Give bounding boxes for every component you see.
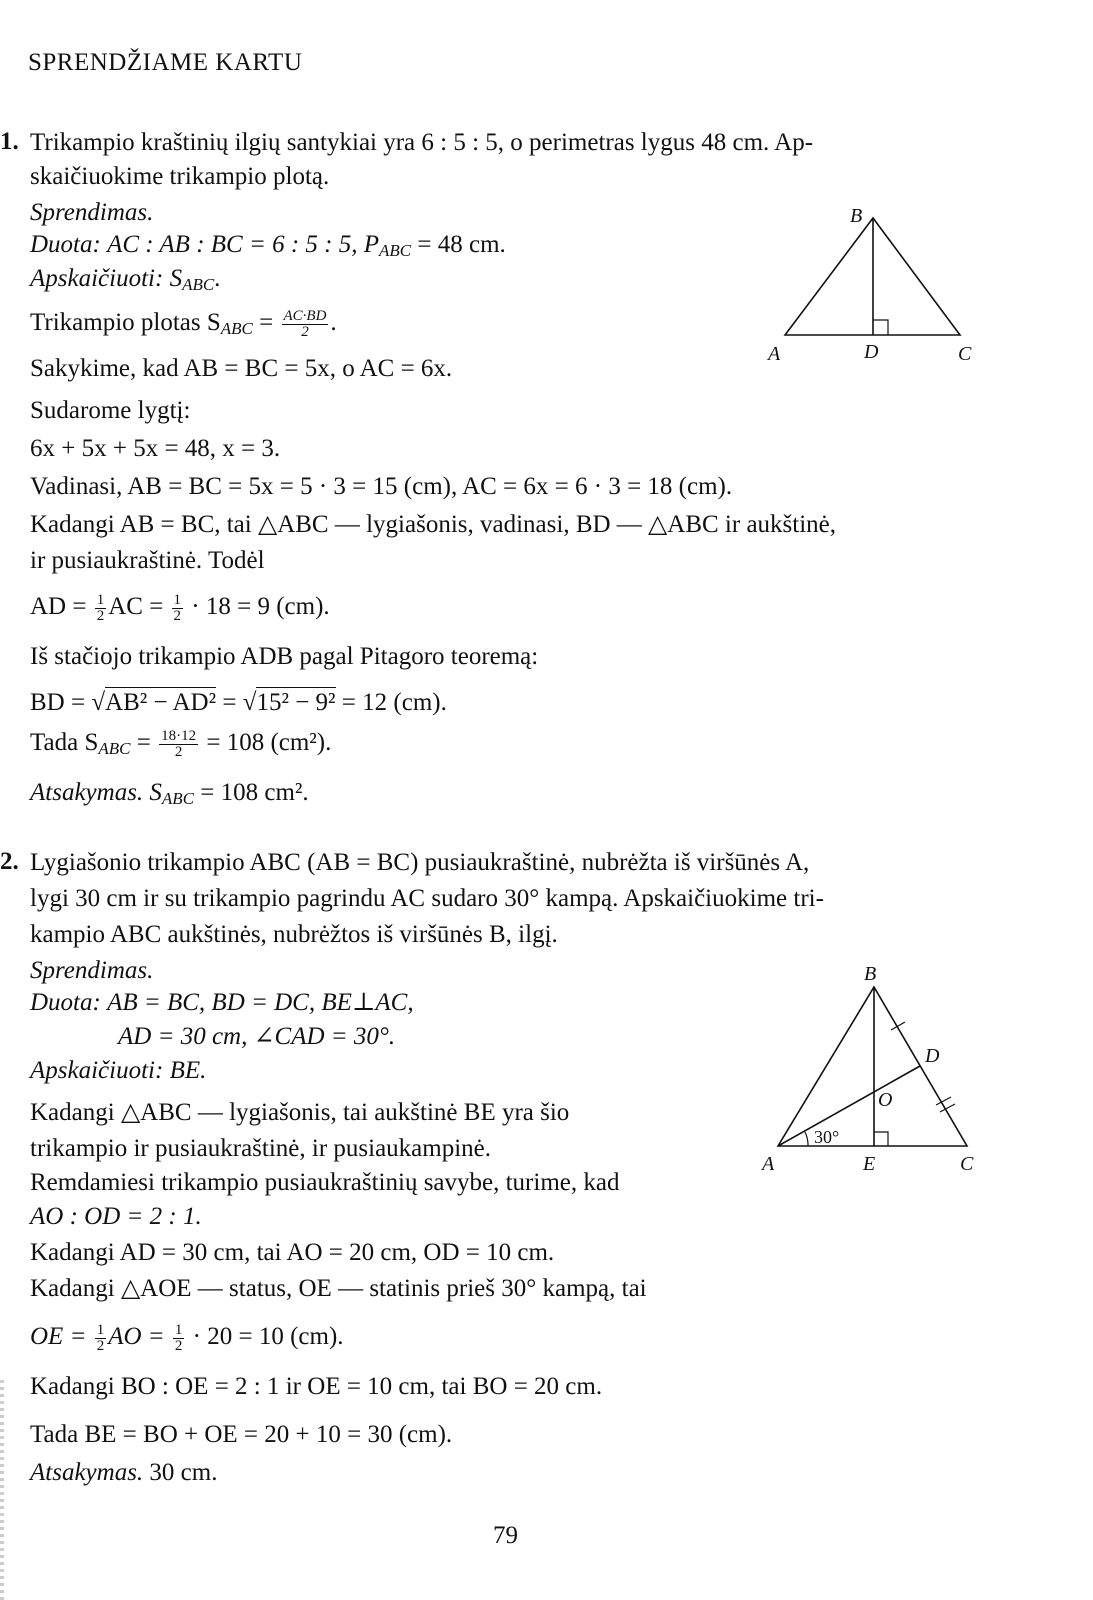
p2-given-line1: [30, 988, 414, 1018]
p1-equation-intro: Sudarome lygtį:: [30, 397, 191, 424]
p2-text3: Kadangi AD = 30 cm, tai AO = 20 cm, OD = 10 cm.: [30, 1239, 555, 1266]
p1-bd-mid: = √: [216, 689, 257, 716]
p2-oe-lhs: OE =: [30, 1323, 93, 1350]
p1-given: [30, 230, 506, 266]
p1-find-tail: .: [214, 265, 221, 292]
fig2-label-c: C: [960, 1153, 974, 1175]
p1-bd-rad2: 15² − 9²: [256, 689, 336, 716]
p1-then-num: 18·12: [161, 727, 197, 744]
page-number: 79: [493, 1522, 518, 1549]
p1-area-formula: [30, 308, 337, 344]
p2-text1-line2: trikampio ir pusiaukraštinė, ir pusiaukampinė.: [30, 1135, 492, 1162]
fig1-label-c: C: [958, 343, 972, 365]
angle-arc-30: [805, 1132, 808, 1146]
p2-find-value: BE.: [169, 1057, 207, 1084]
p1-then-den: 2: [174, 743, 183, 760]
p2-answer-value: 30 cm.: [143, 1459, 218, 1486]
p1-ad-frac2-num: 1: [173, 591, 182, 608]
p1-ad-frac2-den: 2: [173, 607, 182, 624]
p2-text2-line2: AO : OD = 2 : 1.: [30, 1203, 202, 1230]
scan-edge-artifact: [0, 1380, 4, 1600]
fig2-label-angle: 30°: [814, 1127, 840, 1147]
p1-ad-formula: [30, 592, 330, 624]
p1-answer-sub: ABC: [161, 789, 195, 808]
p1-bd-formula: [30, 688, 447, 718]
p2-oe-frac2-num: 1: [174, 1321, 183, 1338]
p1-ad-frac2: [172, 593, 184, 624]
median-ad: [778, 1066, 920, 1146]
p1-statement-line2: skaičiuokime trikampio plotą.: [30, 163, 330, 190]
p1-bd-lhs: BD = √: [30, 689, 106, 716]
p2-text2-line1: Remdamiesi trikampio pusiaukraštinių savybe, turime, kad: [30, 1169, 620, 1196]
p1-ad-tail: · 18 = 9 (cm).: [185, 593, 330, 620]
p1-then-text: Tada S: [30, 729, 99, 756]
p2-oe-frac: [95, 1323, 107, 1354]
p1-since-line1: Kadangi AB = BC, tai △ABC — lygiašonis, vadinasi, BD — △ABC ir aukštinė,: [30, 511, 837, 538]
p1-bd-rad1: AB² − AD²: [105, 689, 217, 716]
section-heading: SPRENDŽIAME KARTU: [28, 49, 303, 76]
p2-oe-mid: AO =: [108, 1323, 171, 1350]
p1-area-eq: =: [252, 309, 280, 336]
fig2-label-a: A: [762, 1153, 775, 1175]
p1-then: [30, 728, 331, 764]
p1-find: [30, 264, 220, 300]
figure-1-triangle: [760, 200, 980, 365]
p1-solution-label: Sprendimas.: [30, 199, 154, 226]
p2-given-text1: AB = BC, BD = DC, BE⊥AC,: [107, 989, 414, 1016]
p1-pyth-intro: Iš stačiojo trikampio ADB pagal Pitagoro teoremą:: [30, 643, 539, 670]
p2-text4: Kadangi △AOE — status, OE — statinis prieš 30° kampą, tai: [30, 1275, 647, 1302]
p1-answer-value: = 108 cm².: [194, 779, 309, 806]
p2-answer-label: Atsakymas.: [30, 1459, 144, 1486]
p1-let: Sakykime, kad AB = BC = 5x, o AC = 6x.: [30, 355, 453, 382]
p1-then-frac: [159, 729, 198, 760]
p2-oe-frac2: [173, 1323, 185, 1354]
p1-find-sym: S: [169, 265, 183, 292]
p1-given-tail: = 48 cm.: [411, 231, 506, 258]
p1-result: Vadinasi, AB = BC = 5x = 5 · 3 = 15 (cm), AC = 6x = 6 · 3 = 18 (cm).: [30, 473, 733, 500]
p1-then-tail: = 108 (cm²).: [200, 729, 332, 756]
p1-statement-line1: Trikampio kraštinių ilgių santykiai yra 6 : 5 : 5, o perimetras lygus 48 cm. Ap-: [30, 129, 814, 156]
p1-ad-lhs: AD =: [30, 593, 93, 620]
p2-given-label: Duota:: [30, 989, 101, 1016]
p1-ad-frac-num: 1: [96, 591, 105, 608]
p1-then-sub: ABC: [98, 739, 131, 758]
p2-oe-tail: · 20 = 10 (cm).: [186, 1323, 344, 1350]
p1-given-label: Duota:: [30, 231, 101, 258]
p2-oe-frac-den: 2: [96, 1337, 105, 1354]
fig2-label-b: B: [864, 963, 877, 985]
p2-find: [30, 1056, 206, 1086]
p1-then-eq: =: [130, 729, 158, 756]
p1-equation: 6x + 5x + 5x = 48, x = 3.: [30, 435, 281, 462]
p2-given-line2: AD = 30 cm, ∠CAD = 30°.: [118, 1023, 396, 1050]
p2-text1-line1: Kadangi △ABC — lygiašonis, tai aukštinė BE yra šio: [30, 1099, 570, 1126]
problem-1-number: 1.: [0, 128, 19, 155]
p2-text5: Kadangi BO : OE = 2 : 1 ir OE = 10 cm, tai BO = 20 cm.: [30, 1373, 603, 1400]
p1-answer: [30, 778, 309, 814]
p2-oe-formula: [30, 1322, 344, 1354]
figure-2-triangle: [760, 960, 990, 1180]
p2-find-label: Apskaičiuoti:: [30, 1057, 164, 1084]
p1-area-fraction: [282, 309, 329, 340]
p1-ad-frac-den: 2: [96, 607, 105, 624]
problem-2-number: 2.: [0, 848, 19, 875]
p2-text6: Tada BE = BO + OE = 20 + 10 = 30 (cm).: [30, 1421, 453, 1448]
p1-ad-mid: AC =: [108, 593, 170, 620]
p1-bd-tail: = 12 (cm).: [335, 689, 447, 716]
p1-area-text: Trikampio plotas S: [30, 309, 221, 336]
p2-statement-line2: lygi 30 cm ir su trikampio pagrindu AC sudaro 30° kampą. Apskaičiuokime tri-: [30, 885, 824, 912]
p1-find-label: Apskaičiuoti:: [30, 265, 164, 292]
fig1-label-d: D: [864, 341, 879, 363]
p1-answer-sym: S: [143, 779, 162, 806]
p1-answer-label: Atsakymas.: [30, 779, 144, 806]
p1-area-num: AC·BD: [283, 307, 327, 324]
p2-oe-frac-num: 1: [96, 1321, 105, 1338]
fig1-label-b: B: [850, 205, 863, 227]
p1-area-sub: ABC: [220, 319, 253, 338]
fig1-label-a: A: [768, 343, 781, 365]
right-angle-mark-e: [874, 1132, 888, 1146]
p1-given-sub: ABC: [379, 241, 412, 260]
p2-statement-line3: kampio ABC aukštinės, nubrėžtos iš viršūnės B, ilgį.: [30, 921, 558, 948]
fig2-label-o: O: [878, 1089, 893, 1111]
p1-find-sub: ABC: [182, 275, 215, 294]
p1-area-tail: .: [330, 309, 337, 336]
p1-since-line2: ir pusiaukraštinė. Todėl: [30, 547, 265, 574]
p1-area-den: 2: [301, 323, 309, 340]
p1-ad-frac: [95, 593, 107, 624]
p2-solution-label: Sprendimas.: [30, 957, 154, 984]
p2-statement-line1: Lygiašonio trikampio ABC (AB = BC) pusiaukraštinė, nubrėžta iš viršūnės A,: [30, 849, 810, 876]
p2-answer: [30, 1458, 217, 1488]
fig2-label-e: E: [863, 1153, 876, 1175]
fig2-label-d: D: [925, 1045, 940, 1067]
p2-oe-frac2-den: 2: [174, 1337, 183, 1354]
p1-given-text: AC : AB : BC = 6 : 5 : 5, P: [107, 231, 380, 258]
right-angle-mark-d: [873, 320, 888, 335]
